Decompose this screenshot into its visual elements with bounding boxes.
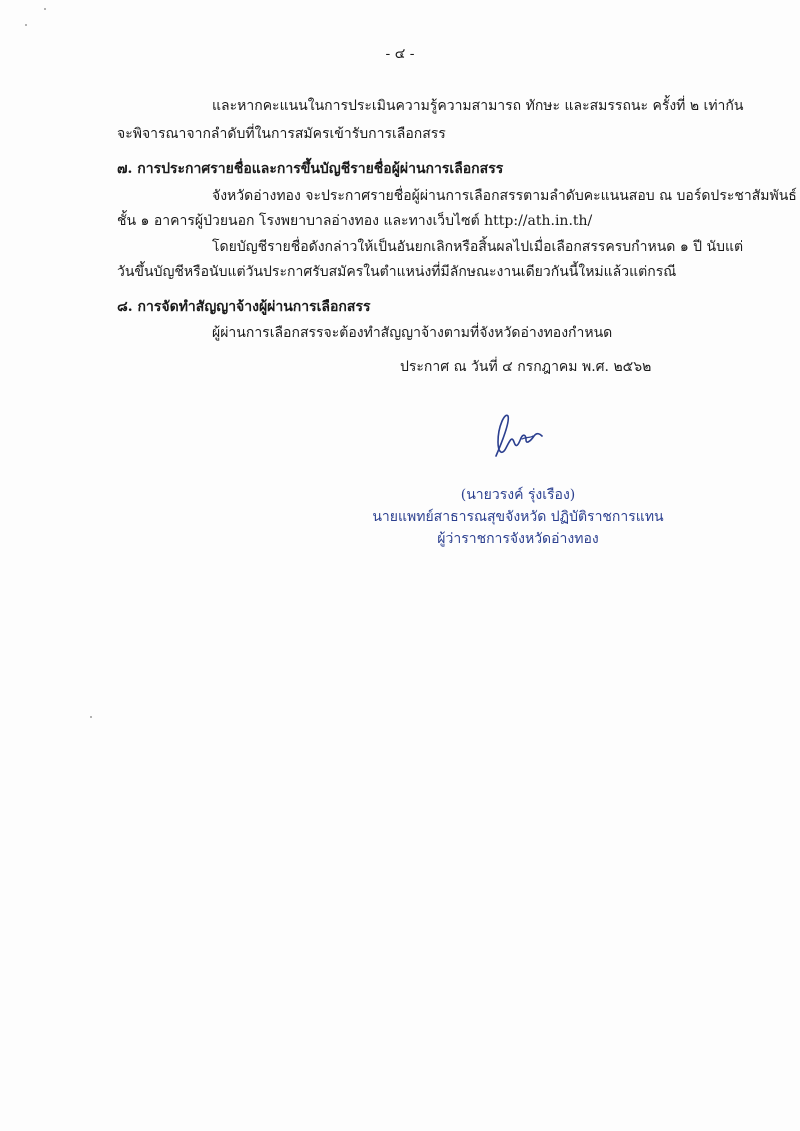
page-number: - ๔ - [385, 46, 415, 62]
intro-line-2: จะพิจารณาจากลำดับที่ในการสมัครเข้ารับการเลือกสรร [117, 126, 446, 142]
scan-speck [90, 716, 92, 718]
section-8-p1: ผู้ผ่านการเลือกสรรจะต้องทำสัญญาจ้างตามที่จังหวัดอ่างทองกำหนด [212, 325, 613, 341]
section-7-p1-line-1: จังหวัดอ่างทอง จะประกาศรายชื่อผู้ผ่านการเลือกสรรตามลำดับคะแนนสอบ ณ บอร์ดประชาสัมพันธ์ [212, 188, 797, 204]
scan-speck [44, 8, 46, 10]
handwritten-signature [488, 412, 546, 462]
intro-line-1: และหากคะแนนในการประเมินความรู้ความสามารถ ทักษะ และสมรรถนะ ครั้งที่ ๒ เท่ากัน [212, 98, 744, 114]
section-7-heading: ๗. การประกาศรายชื่อและการขึ้นบัญชีรายชื่อผู้ผ่านการเลือกสรร [117, 161, 504, 177]
section-7-p2-line-2: วันขึ้นบัญชีหรือนับแต่วันประกาศรับสมัครในตำแหน่งที่มีลักษณะงานเดียวกันนี้ใหม่แล้วแต่กรณี [117, 264, 677, 280]
announcement-date: ประกาศ ณ วันที่ ๔ กรกฎาคม พ.ศ. ๒๕๖๒ [400, 359, 652, 375]
section-8-heading: ๘. การจัดทำสัญญาจ้างผู้ผ่านการเลือกสรร [117, 299, 371, 315]
section-7-p2-line-1: โดยบัญชีรายชื่อดังกล่าวให้เป็นอันยกเลิกหรือสิ้นผลไปเมื่อเลือกสรรครบกำหนด ๑ ปี นับแต่ [212, 239, 744, 255]
section-7-p1-line-2: ชั้น ๑ อาคารผู้ป่วยนอก โรงพยาบาลอ่างทอง และทางเว็บไซต์ http://ath.in.th/ [117, 213, 593, 229]
signatory-position-line-2: ผู้ว่าราชการจังหวัดอ่างทอง [437, 531, 599, 547]
signatory-name: (นายวรงค์ รุ่งเรือง) [460, 487, 576, 503]
signatory-position-line-1: นายแพทย์สาธารณสุขจังหวัด ปฏิบัติราชการแทน [372, 509, 664, 525]
scan-speck [25, 24, 27, 26]
